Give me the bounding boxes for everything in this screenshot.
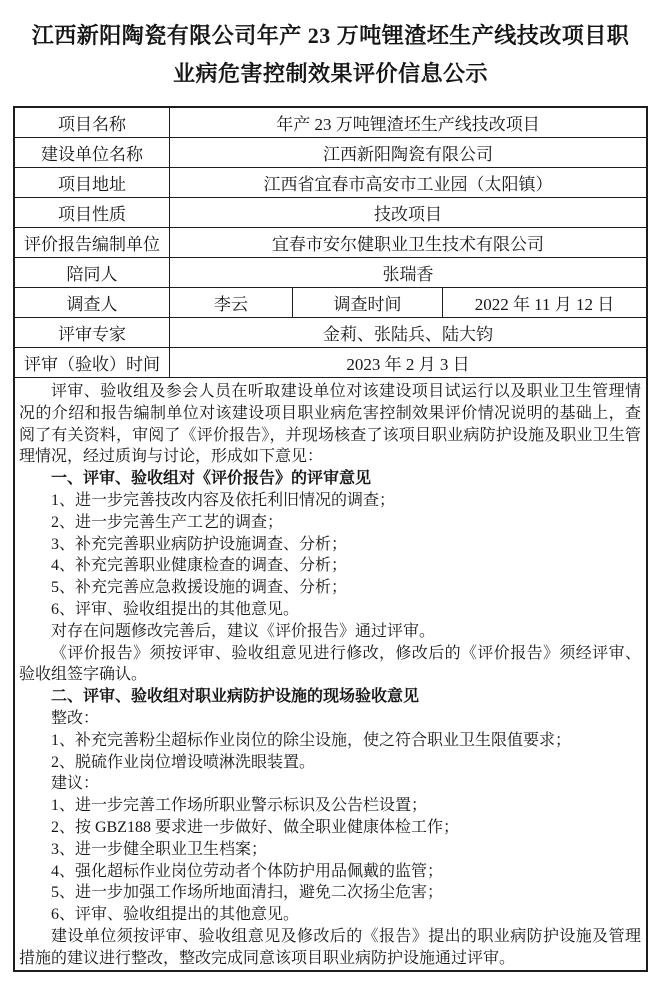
project-nature-label: 项目性质 <box>15 198 170 227</box>
suggest-label: 建议： <box>51 775 100 793</box>
section1-revision-note: 《评价报告》须按评审、验收组意见进行修改，修改后的《评价报告》须经评审、验收组签字确认。 <box>19 644 641 684</box>
construction-unit-label: 建设单位名称 <box>15 138 170 167</box>
section1-conclusion: 对存在问题修改完善后，建议《评价报告》通过评审。 <box>51 622 436 640</box>
report-compiler-value: 宜春市安尔健职业卫生技术有限公司 <box>272 235 544 254</box>
review-time-label: 评审（验收）时间 <box>15 348 170 377</box>
suggest-item: 1、进一步完善工作场所职业警示标识及公告栏设置； <box>51 797 428 815</box>
investigator-label: 调查人 <box>15 288 170 317</box>
row-review-experts <box>15 318 646 348</box>
investigator-value: 李云 <box>170 288 293 317</box>
review-opinion-block <box>15 378 646 970</box>
project-info-table <box>13 106 648 972</box>
project-nature-value: 技改项目 <box>374 205 442 224</box>
suggest-item: 2、按 GBZ188 要求进一步做好、做全职业健康体检工作； <box>51 818 460 836</box>
section1-heading: 一、评审、验收组对《评价报告》的评审意见 <box>51 470 372 488</box>
row-construction-unit <box>15 138 646 168</box>
section1-item: 6、评审、验收组提出的其他意见。 <box>51 600 300 618</box>
report-compiler-label: 评价报告编制单位 <box>15 228 170 257</box>
section1-item: 4、补充完善职业健康检查的调查、分析； <box>51 557 348 575</box>
suggest-item: 6、评审、验收组提出的其他意见。 <box>51 906 300 924</box>
intro-paragraph: 评审、验收组及参会人员在听取建设单位对该建设项目试运行以及职业卫生管理情况的介绍和报告编制单位对该建设项目职业病危害控制效果评价情况说明的基础上，查阅了有关资料，审阅了《评价报告》，并现场核查了该项目职业病防护设施及职业卫生管理情况，经过质询与讨论，形成如下意见： <box>19 383 641 466</box>
row-report-compiler <box>15 228 646 258</box>
suggest-item: 3、进一步健全职业卫生档案； <box>51 840 268 858</box>
construction-unit-value: 江西新阳陶瓷有限公司 <box>323 145 493 164</box>
section1-item: 2、进一步完善生产工艺的调查； <box>51 513 284 531</box>
document-title: 江西新阳陶瓷有限公司年产 23 万吨锂渣坯生产线技改项目职业病危害控制效果评价信息公示 <box>31 23 630 86</box>
section1-item: 1、进一步完善技改内容及依托利旧情况的调查； <box>51 491 396 509</box>
project-address-label: 项目地址 <box>15 168 170 197</box>
review-time-value: 2023 年 2 月 3 日 <box>346 355 470 374</box>
section2-heading: 二、评审、验收组对职业病防护设施的现场验收意见 <box>51 688 420 706</box>
project-name-label: 项目名称 <box>15 108 170 137</box>
section1-item: 3、补充完善职业病防护设施调查、分析； <box>51 535 348 553</box>
project-address-value: 江西省宜春市高安市工业园（太阳镇） <box>263 175 553 194</box>
suggest-item: 4、强化超标作业岗位劳动者个体防护用品佩戴的监管； <box>51 862 444 880</box>
closing-paragraph: 建设单位须按评审、验收组意见及修改后的《报告》提出的职业病防护设施及管理措施的建议进行整改，整改完成同意该项目职业病防护设施通过评审。 <box>19 927 641 967</box>
rectify-item: 2、脱硫作业岗位增设喷淋洗眼装置。 <box>51 753 316 771</box>
accompanying-person-label: 陪同人 <box>15 258 170 287</box>
row-review-time <box>15 348 646 378</box>
suggest-item: 5、进一步加强工作场所地面清扫，避免二次扬尘危害； <box>51 884 444 902</box>
row-project-name <box>15 108 646 138</box>
rectify-item: 1、补充完善粉尘超标作业岗位的除尘设施，使之符合职业卫生限值要求； <box>51 731 572 749</box>
investigation-time-label: 调查时间 <box>293 288 443 317</box>
row-accompanying-person <box>15 258 646 288</box>
row-project-nature <box>15 198 646 228</box>
investigation-time-value: 2022 年 11 月 12 日 <box>474 295 615 314</box>
section1-item: 5、补充完善应急救援设施的调查、分析； <box>51 579 348 597</box>
rectify-label: 整改： <box>51 709 100 727</box>
row-project-address <box>15 168 646 198</box>
accompanying-person-value: 张瑞香 <box>382 265 434 284</box>
review-experts-label: 评审专家 <box>15 318 170 347</box>
review-experts-value: 金莉、张陆兵、陆大钧 <box>323 325 493 344</box>
project-name-value: 年产 23 万吨锂渣坯生产线技改项目 <box>276 115 540 134</box>
row-investigator <box>15 288 646 318</box>
